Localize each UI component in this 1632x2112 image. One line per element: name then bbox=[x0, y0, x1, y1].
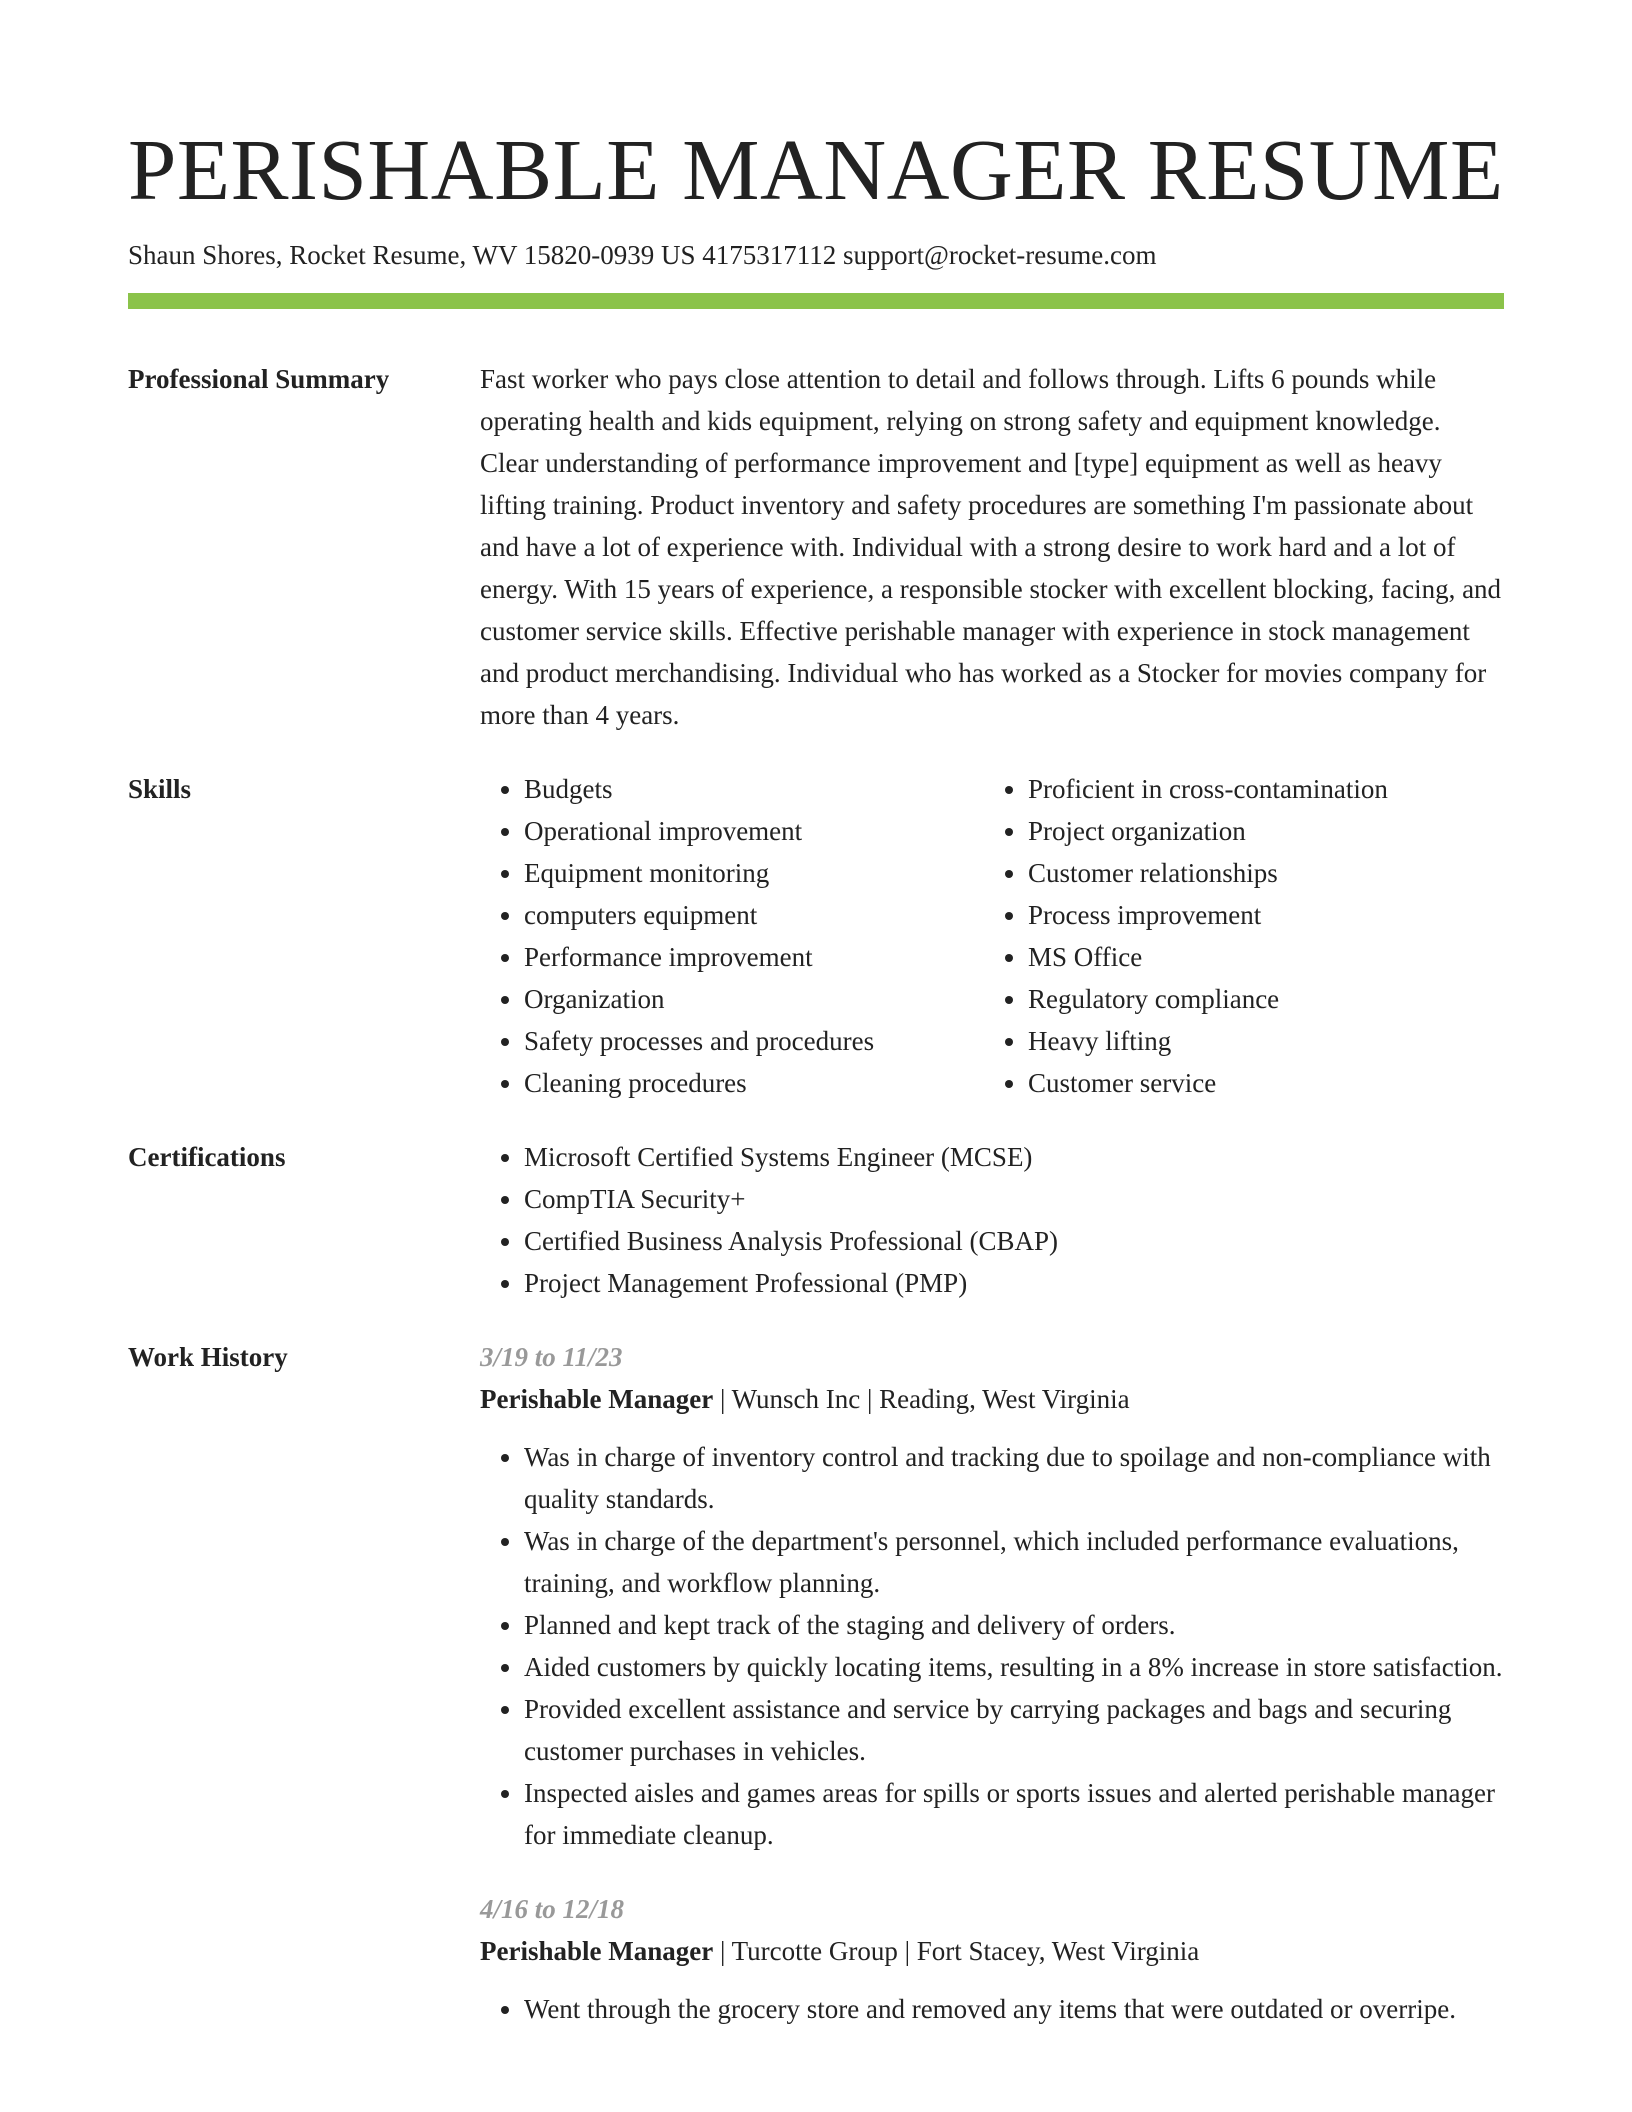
certifications-list bbox=[480, 1136, 1504, 1304]
work-history-body bbox=[480, 1336, 1504, 2030]
job-title: Perishable Manager bbox=[480, 1384, 714, 1414]
accent-divider bbox=[128, 293, 1504, 309]
skill-item: • Budgets bbox=[524, 768, 984, 810]
skill-item: • Organization bbox=[524, 978, 984, 1020]
section-label-summary: Professional Summary bbox=[128, 364, 390, 394]
skill-item: • Safety processes and procedures bbox=[524, 1020, 984, 1062]
skill-item: • Customer service bbox=[1028, 1062, 1504, 1104]
skill-item: • Regulatory compliance bbox=[1028, 978, 1504, 1020]
skill-item: • MS Office bbox=[1028, 936, 1504, 978]
skill-item: • Proficient in cross-contamination bbox=[1028, 768, 1504, 810]
certification-item: • Microsoft Certified Systems Engineer (MCSE) bbox=[524, 1136, 1504, 1178]
job-company-location: | Turcotte Group | Fort Stacey, West Virginia bbox=[713, 1936, 1200, 1966]
job-dates: 3/19 to 11/23 bbox=[480, 1342, 623, 1372]
skills-column-left bbox=[480, 768, 984, 1104]
skills-body bbox=[480, 768, 1504, 1104]
skill-item: • computers equipment bbox=[524, 894, 984, 936]
summary-section bbox=[128, 358, 1504, 736]
certifications-section bbox=[128, 1136, 1504, 1304]
contact-line: Shaun Shores, Rocket Resume, WV 15820-0939 US 4175317112 support@rocket-resume.com bbox=[128, 240, 1157, 270]
skills-column-right bbox=[984, 768, 1504, 1104]
skills-list-right bbox=[984, 768, 1504, 1104]
skill-item: • Heavy lifting bbox=[1028, 1020, 1504, 1062]
skills-list-left bbox=[480, 768, 984, 1104]
job-dates: 4/16 to 12/18 bbox=[480, 1894, 625, 1924]
job-title: Perishable Manager bbox=[480, 1936, 714, 1966]
job-entry bbox=[480, 1336, 1504, 1856]
skill-item: • Cleaning procedures bbox=[524, 1062, 984, 1104]
resume-title: PERISHABLE MANAGER RESUME bbox=[128, 121, 1504, 218]
certification-item: • CompTIA Security+ bbox=[524, 1178, 1504, 1220]
skill-item: • Performance improvement bbox=[524, 936, 984, 978]
job-heading bbox=[480, 1378, 1504, 1420]
summary-text: Fast worker who pays close attention to detail and follows through. Lifts 6 pounds while operating health and kids equipment, relying on strong safety and equipment knowledge. Clear understanding of performance improvement and [type] equipment as well as heavy lifting training. Product inventory and safety procedures are something I'm passionate about and have a lot of experience with. Individual with a strong desire to work hard and a lot of energy. With 15 years of experience, a responsible stocker with excellent blocking, facing, and customer service skills. Effective perishable manager with experience in stock management and product merchandising. Individual who has worked as a Stocker for movies company for more than 4 years. bbox=[480, 364, 1502, 730]
certifications-body bbox=[480, 1136, 1504, 1304]
job-bullet: • Inspected aisles and games areas for spills or sports issues and alerted perishable manager for immediate cleanup. bbox=[524, 1772, 1504, 1856]
skills-columns bbox=[480, 768, 1504, 1104]
skill-item: • Operational improvement bbox=[524, 810, 984, 852]
job-entry bbox=[480, 1888, 1504, 2030]
skill-item: • Equipment monitoring bbox=[524, 852, 984, 894]
job-bullet: • Was in charge of inventory control and tracking due to spoilage and non-compliance with quality standards. bbox=[524, 1436, 1504, 1520]
resume-page bbox=[128, 118, 1504, 2030]
summary-body bbox=[480, 358, 1504, 736]
work-history-section bbox=[128, 1336, 1504, 2030]
job-bullets bbox=[480, 1988, 1504, 2030]
certification-item: • Certified Business Analysis Professional (CBAP) bbox=[524, 1220, 1504, 1262]
job-bullet: • Planned and kept track of the staging and delivery of orders. bbox=[524, 1604, 1504, 1646]
job-bullet: • Went through the grocery store and removed any items that were outdated or overripe. bbox=[524, 1988, 1504, 2030]
section-label-certifications: Certifications bbox=[128, 1142, 286, 1172]
skills-section bbox=[128, 768, 1504, 1104]
skill-item: • Project organization bbox=[1028, 810, 1504, 852]
certification-item: • Project Management Professional (PMP) bbox=[524, 1262, 1504, 1304]
job-bullets bbox=[480, 1436, 1504, 1856]
job-heading bbox=[480, 1930, 1504, 1972]
section-label-skills: Skills bbox=[128, 774, 192, 804]
skill-item: • Process improvement bbox=[1028, 894, 1504, 936]
job-bullet: • Provided excellent assistance and service by carrying packages and bags and securing customer purchases in vehicles. bbox=[524, 1688, 1504, 1772]
section-label-work-history: Work History bbox=[128, 1342, 288, 1372]
skill-item: • Customer relationships bbox=[1028, 852, 1504, 894]
job-bullet: • Aided customers by quickly locating items, resulting in a 8% increase in store satisfaction. bbox=[524, 1646, 1504, 1688]
job-bullet: • Was in charge of the department's personnel, which included performance evaluations, training, and workflow planning. bbox=[524, 1520, 1504, 1604]
job-company-location: | Wunsch Inc | Reading, West Virginia bbox=[713, 1384, 1130, 1414]
